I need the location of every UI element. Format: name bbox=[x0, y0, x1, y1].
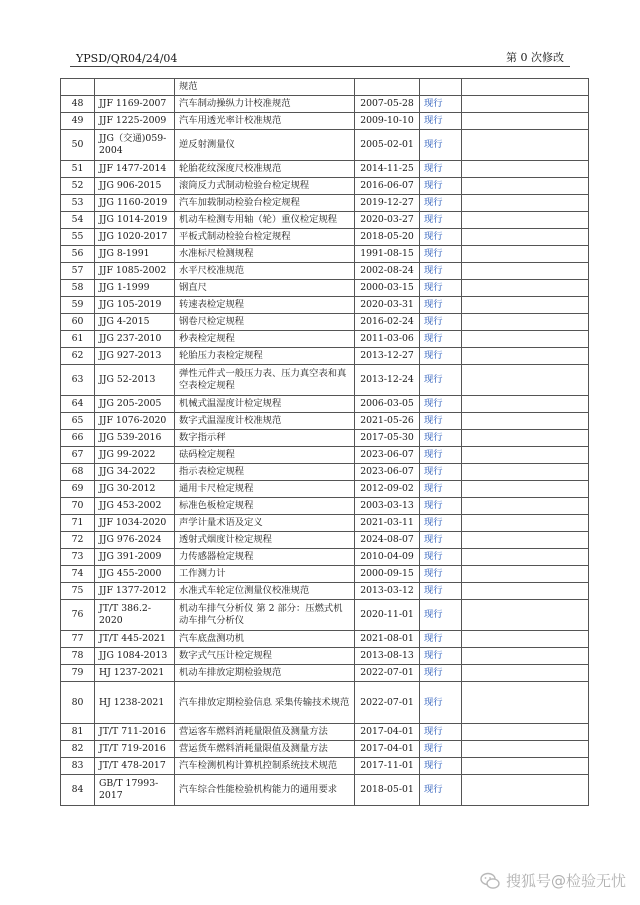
status-cell: 现行 bbox=[420, 348, 462, 365]
notes-cell bbox=[462, 724, 589, 741]
effective-date: 2009-10-10 bbox=[355, 113, 420, 130]
standard-name: 水准式车轮定位测量仪校准规范 bbox=[175, 583, 355, 600]
effective-date: 2016-02-24 bbox=[355, 314, 420, 331]
effective-date: 2010-04-09 bbox=[355, 549, 420, 566]
effective-date: 2022-07-01 bbox=[355, 682, 420, 724]
notes-cell bbox=[462, 549, 589, 566]
notes-cell bbox=[462, 113, 589, 130]
table-row bbox=[61, 583, 589, 600]
row-number: 81 bbox=[61, 724, 95, 741]
standard-name: 营运客车燃料消耗量限值及测量方法 bbox=[175, 724, 355, 741]
effective-date: 2020-03-27 bbox=[355, 212, 420, 229]
row-number: 76 bbox=[61, 600, 95, 631]
notes-cell bbox=[462, 246, 589, 263]
standard-name: 轮胎压力表检定规程 bbox=[175, 348, 355, 365]
status-cell: 现行 bbox=[420, 96, 462, 113]
row-number: 70 bbox=[61, 498, 95, 515]
row-number: 53 bbox=[61, 195, 95, 212]
notes-cell bbox=[462, 212, 589, 229]
standard-name: 汽车加载制动检验台检定规程 bbox=[175, 195, 355, 212]
notes-cell bbox=[462, 430, 589, 447]
table-row bbox=[61, 263, 589, 280]
standard-code: JJF 1085-2002 bbox=[95, 263, 175, 280]
effective-date: 2020-03-31 bbox=[355, 297, 420, 314]
standard-name: 砝码检定规程 bbox=[175, 447, 355, 464]
effective-date: 2020-11-01 bbox=[355, 600, 420, 631]
row-number: 68 bbox=[61, 464, 95, 481]
table-row bbox=[61, 682, 589, 724]
standard-name: 机械式温湿度计检定规程 bbox=[175, 396, 355, 413]
row-number: 48 bbox=[61, 96, 95, 113]
notes-cell bbox=[462, 600, 589, 631]
notes-cell bbox=[462, 229, 589, 246]
row-number: 56 bbox=[61, 246, 95, 263]
standard-name: 汽车制动操纵力计校准规范 bbox=[175, 96, 355, 113]
row-number: 82 bbox=[61, 741, 95, 758]
standard-code: GB/T 17993-2017 bbox=[95, 775, 175, 806]
standard-code: JJG 52-2013 bbox=[95, 365, 175, 396]
table-row bbox=[61, 447, 589, 464]
notes-cell bbox=[462, 566, 589, 583]
status-cell: 现行 bbox=[420, 631, 462, 648]
row-number: 69 bbox=[61, 481, 95, 498]
status-cell: 现行 bbox=[420, 583, 462, 600]
standard-code: JJF 1225-2009 bbox=[95, 113, 175, 130]
standard-code: JT/T 711-2016 bbox=[95, 724, 175, 741]
row-number: 51 bbox=[61, 161, 95, 178]
row-number: 58 bbox=[61, 280, 95, 297]
standard-code: JJG 4-2015 bbox=[95, 314, 175, 331]
effective-date: 2017-05-30 bbox=[355, 430, 420, 447]
effective-date: 2006-03-05 bbox=[355, 396, 420, 413]
notes-cell bbox=[462, 775, 589, 806]
notes-cell bbox=[462, 365, 589, 396]
page-header bbox=[76, 43, 564, 65]
standard-code: JJG（交通)059-2004 bbox=[95, 130, 175, 161]
wechat-icon bbox=[480, 871, 500, 891]
row-number: 72 bbox=[61, 532, 95, 549]
standard-name: 弹性元件式一般压力表、压力真空表和真空表检定规程 bbox=[175, 365, 355, 396]
row-number: 77 bbox=[61, 631, 95, 648]
row-number: 78 bbox=[61, 648, 95, 665]
status-cell: 现行 bbox=[420, 498, 462, 515]
notes-cell bbox=[462, 280, 589, 297]
row-number: 61 bbox=[61, 331, 95, 348]
status-cell: 现行 bbox=[420, 161, 462, 178]
row-number: 50 bbox=[61, 130, 95, 161]
standard-name: 秒表检定规程 bbox=[175, 331, 355, 348]
doc-code: YPSD/QR04/24/04 bbox=[76, 52, 178, 65]
standard-name: 通用卡尺检定规程 bbox=[175, 481, 355, 498]
row-number: 74 bbox=[61, 566, 95, 583]
status-cell: 现行 bbox=[420, 775, 462, 806]
table-row bbox=[61, 464, 589, 481]
notes-cell bbox=[462, 314, 589, 331]
table-row bbox=[61, 161, 589, 178]
notes-cell bbox=[462, 532, 589, 549]
table-row bbox=[61, 498, 589, 515]
standard-name: 力传感器检定规程 bbox=[175, 549, 355, 566]
standard-code: JJG 8-1991 bbox=[95, 246, 175, 263]
standard-code: JJG 237-2010 bbox=[95, 331, 175, 348]
notes-cell bbox=[462, 331, 589, 348]
standard-name: 水平尺校准规范 bbox=[175, 263, 355, 280]
standard-name: 数字指示秤 bbox=[175, 430, 355, 447]
status-cell: 现行 bbox=[420, 741, 462, 758]
status-cell bbox=[420, 79, 462, 96]
row-number: 60 bbox=[61, 314, 95, 331]
table-row bbox=[61, 549, 589, 566]
standard-code: JJG 1020-2017 bbox=[95, 229, 175, 246]
status-cell: 现行 bbox=[420, 724, 462, 741]
row-number: 71 bbox=[61, 515, 95, 532]
table-row bbox=[61, 741, 589, 758]
status-cell: 现行 bbox=[420, 365, 462, 396]
status-cell: 现行 bbox=[420, 532, 462, 549]
status-cell: 现行 bbox=[420, 280, 462, 297]
standard-code bbox=[95, 79, 175, 96]
standard-code: JJF 1477-2014 bbox=[95, 161, 175, 178]
effective-date: 2023-06-07 bbox=[355, 464, 420, 481]
status-cell: 现行 bbox=[420, 178, 462, 195]
table-row bbox=[61, 246, 589, 263]
notes-cell bbox=[462, 413, 589, 430]
revision-label: 第 0 次修改 bbox=[506, 51, 564, 64]
notes-cell bbox=[462, 297, 589, 314]
row-number: 54 bbox=[61, 212, 95, 229]
table-row bbox=[61, 631, 589, 648]
notes-cell bbox=[462, 515, 589, 532]
watermark bbox=[480, 870, 626, 891]
standard-name: 钢卷尺检定规程 bbox=[175, 314, 355, 331]
status-cell: 现行 bbox=[420, 195, 462, 212]
standards-table bbox=[60, 78, 589, 806]
status-cell: 现行 bbox=[420, 314, 462, 331]
notes-cell bbox=[462, 583, 589, 600]
notes-cell bbox=[462, 498, 589, 515]
table-row bbox=[61, 413, 589, 430]
standard-name: 轮胎花纹深度尺校准规范 bbox=[175, 161, 355, 178]
row-number: 84 bbox=[61, 775, 95, 806]
row-number bbox=[61, 79, 95, 96]
standard-code: HJ 1238-2021 bbox=[95, 682, 175, 724]
effective-date: 2003-03-13 bbox=[355, 498, 420, 515]
table-row bbox=[61, 481, 589, 498]
table-row bbox=[61, 79, 589, 96]
notes-cell bbox=[462, 758, 589, 775]
effective-date: 2017-04-01 bbox=[355, 724, 420, 741]
effective-date: 2024-08-07 bbox=[355, 532, 420, 549]
standard-code: JJG 30-2012 bbox=[95, 481, 175, 498]
notes-cell bbox=[462, 161, 589, 178]
status-cell: 现行 bbox=[420, 113, 462, 130]
status-cell: 现行 bbox=[420, 481, 462, 498]
status-cell: 现行 bbox=[420, 600, 462, 631]
status-cell: 现行 bbox=[420, 229, 462, 246]
table-row bbox=[61, 229, 589, 246]
table-row bbox=[61, 724, 589, 741]
table-row bbox=[61, 212, 589, 229]
status-cell: 现行 bbox=[420, 665, 462, 682]
notes-cell bbox=[462, 195, 589, 212]
standard-name: 转速表检定规程 bbox=[175, 297, 355, 314]
standard-code: JJG 99-2022 bbox=[95, 447, 175, 464]
standard-code: JJG 391-2009 bbox=[95, 549, 175, 566]
effective-date: 2022-07-01 bbox=[355, 665, 420, 682]
effective-date: 2011-03-06 bbox=[355, 331, 420, 348]
standard-name: 逆反射测量仪 bbox=[175, 130, 355, 161]
status-cell: 现行 bbox=[420, 758, 462, 775]
standard-name: 规范 bbox=[175, 79, 355, 96]
notes-cell bbox=[462, 96, 589, 113]
notes-cell bbox=[462, 665, 589, 682]
row-number: 65 bbox=[61, 413, 95, 430]
table-row bbox=[61, 331, 589, 348]
notes-cell bbox=[462, 263, 589, 280]
row-number: 52 bbox=[61, 178, 95, 195]
notes-cell bbox=[462, 464, 589, 481]
notes-cell bbox=[462, 396, 589, 413]
status-cell: 现行 bbox=[420, 447, 462, 464]
standard-code: JJG 906-2015 bbox=[95, 178, 175, 195]
table-row bbox=[61, 178, 589, 195]
standard-code: JT/T 478-2017 bbox=[95, 758, 175, 775]
standard-code: JJG 1014-2019 bbox=[95, 212, 175, 229]
table-row bbox=[61, 775, 589, 806]
standard-code: JJG 927-2013 bbox=[95, 348, 175, 365]
effective-date: 2013-12-27 bbox=[355, 348, 420, 365]
table-row bbox=[61, 297, 589, 314]
table-row bbox=[61, 280, 589, 297]
standard-name: 指示表检定规程 bbox=[175, 464, 355, 481]
table-row bbox=[61, 348, 589, 365]
standard-code: JJG 1160-2019 bbox=[95, 195, 175, 212]
standard-code: JJF 1076-2020 bbox=[95, 413, 175, 430]
effective-date: 2021-05-26 bbox=[355, 413, 420, 430]
row-number: 66 bbox=[61, 430, 95, 447]
standard-code: JJG 976-2024 bbox=[95, 532, 175, 549]
effective-date: 2000-03-15 bbox=[355, 280, 420, 297]
row-number: 57 bbox=[61, 263, 95, 280]
row-number: 75 bbox=[61, 583, 95, 600]
effective-date: 2014-11-25 bbox=[355, 161, 420, 178]
notes-cell bbox=[462, 648, 589, 665]
row-number: 83 bbox=[61, 758, 95, 775]
notes-cell bbox=[462, 130, 589, 161]
effective-date: 2016-06-07 bbox=[355, 178, 420, 195]
standard-name: 数字式温湿度计校准规范 bbox=[175, 413, 355, 430]
effective-date: 2017-11-01 bbox=[355, 758, 420, 775]
standard-name: 机动车检测专用轴（轮）重仪检定规程 bbox=[175, 212, 355, 229]
status-cell: 现行 bbox=[420, 297, 462, 314]
status-cell: 现行 bbox=[420, 566, 462, 583]
standard-code: JJF 1034-2020 bbox=[95, 515, 175, 532]
row-number: 59 bbox=[61, 297, 95, 314]
standard-code: JJG 453-2002 bbox=[95, 498, 175, 515]
status-cell: 现行 bbox=[420, 515, 462, 532]
row-number: 67 bbox=[61, 447, 95, 464]
status-cell: 现行 bbox=[420, 430, 462, 447]
standard-code: JJG 455-2000 bbox=[95, 566, 175, 583]
standard-name: 声学计量术语及定义 bbox=[175, 515, 355, 532]
effective-date bbox=[355, 79, 420, 96]
status-cell: 现行 bbox=[420, 396, 462, 413]
table-row bbox=[61, 665, 589, 682]
status-cell: 现行 bbox=[420, 130, 462, 161]
standard-code: JT/T 719-2016 bbox=[95, 741, 175, 758]
table-row bbox=[61, 396, 589, 413]
standard-code: JJG 1084-2013 bbox=[95, 648, 175, 665]
table-row bbox=[61, 96, 589, 113]
standard-code: HJ 1237-2021 bbox=[95, 665, 175, 682]
notes-cell bbox=[462, 481, 589, 498]
effective-date: 2002-08-24 bbox=[355, 263, 420, 280]
status-cell: 现行 bbox=[420, 212, 462, 229]
notes-cell bbox=[462, 631, 589, 648]
row-number: 64 bbox=[61, 396, 95, 413]
table-row bbox=[61, 430, 589, 447]
row-number: 62 bbox=[61, 348, 95, 365]
table-row bbox=[61, 758, 589, 775]
watermark-text: 搜狐号@检验无忧 bbox=[505, 872, 626, 890]
effective-date: 2013-08-13 bbox=[355, 648, 420, 665]
table-row bbox=[61, 515, 589, 532]
table-row bbox=[61, 113, 589, 130]
effective-date: 2013-03-12 bbox=[355, 583, 420, 600]
effective-date: 2021-03-11 bbox=[355, 515, 420, 532]
standard-name: 汽车底盘测功机 bbox=[175, 631, 355, 648]
notes-cell bbox=[462, 741, 589, 758]
status-cell: 现行 bbox=[420, 263, 462, 280]
standard-name: 汽车用透光率计校准规范 bbox=[175, 113, 355, 130]
standard-code: JJG 539-2016 bbox=[95, 430, 175, 447]
notes-cell bbox=[462, 682, 589, 724]
effective-date: 2023-06-07 bbox=[355, 447, 420, 464]
status-cell: 现行 bbox=[420, 413, 462, 430]
standard-name: 平板式制动检验台检定规程 bbox=[175, 229, 355, 246]
row-number: 79 bbox=[61, 665, 95, 682]
status-cell: 现行 bbox=[420, 464, 462, 481]
standard-code: JJF 1377-2012 bbox=[95, 583, 175, 600]
effective-date: 2000-09-15 bbox=[355, 566, 420, 583]
table-body bbox=[61, 79, 589, 806]
standard-name: 滚筒反力式制动检验台检定规程 bbox=[175, 178, 355, 195]
table-row bbox=[61, 532, 589, 549]
effective-date: 1991-08-15 bbox=[355, 246, 420, 263]
notes-cell bbox=[462, 447, 589, 464]
standard-name: 水准标尺检测规程 bbox=[175, 246, 355, 263]
standard-name: 机动车排放定期检验规范 bbox=[175, 665, 355, 682]
effective-date: 2018-05-01 bbox=[355, 775, 420, 806]
notes-cell bbox=[462, 178, 589, 195]
table-row bbox=[61, 314, 589, 331]
standard-name: 钢直尺 bbox=[175, 280, 355, 297]
effective-date: 2007-05-28 bbox=[355, 96, 420, 113]
row-number: 63 bbox=[61, 365, 95, 396]
standard-name: 数字式气压计检定规程 bbox=[175, 648, 355, 665]
table-row bbox=[61, 648, 589, 665]
status-cell: 现行 bbox=[420, 648, 462, 665]
row-number: 49 bbox=[61, 113, 95, 130]
standard-code: JJG 105-2019 bbox=[95, 297, 175, 314]
standard-name: 工作测力计 bbox=[175, 566, 355, 583]
standard-name: 汽车排放定期检验信息 采集传输技术规范 bbox=[175, 682, 355, 724]
table-row bbox=[61, 566, 589, 583]
standard-name: 机动车排气分析仪 第 2 部分：压燃式机动车排气分析仪 bbox=[175, 600, 355, 631]
standard-name: 标准色板检定规程 bbox=[175, 498, 355, 515]
standard-name: 汽车检测机构计算机控制系统技术规范 bbox=[175, 758, 355, 775]
standard-code: JT/T 445-2021 bbox=[95, 631, 175, 648]
table-row bbox=[61, 130, 589, 161]
effective-date: 2012-09-02 bbox=[355, 481, 420, 498]
row-number: 80 bbox=[61, 682, 95, 724]
notes-cell bbox=[462, 79, 589, 96]
standard-name: 透射式烟度计检定规程 bbox=[175, 532, 355, 549]
effective-date: 2013-12-24 bbox=[355, 365, 420, 396]
row-number: 55 bbox=[61, 229, 95, 246]
standard-name: 营运货车燃料消耗量限值及测量方法 bbox=[175, 741, 355, 758]
effective-date: 2021-08-01 bbox=[355, 631, 420, 648]
table-row bbox=[61, 195, 589, 212]
status-cell: 现行 bbox=[420, 549, 462, 566]
standard-code: JJG 1-1999 bbox=[95, 280, 175, 297]
status-cell: 现行 bbox=[420, 246, 462, 263]
standard-code: JT/T 386.2-2020 bbox=[95, 600, 175, 631]
standard-name: 汽车综合性能检验机构能力的通用要求 bbox=[175, 775, 355, 806]
standard-code: JJG 205-2005 bbox=[95, 396, 175, 413]
notes-cell bbox=[462, 348, 589, 365]
table-row bbox=[61, 600, 589, 631]
row-number: 73 bbox=[61, 549, 95, 566]
effective-date: 2005-02-01 bbox=[355, 130, 420, 161]
header-divider bbox=[70, 66, 570, 67]
effective-date: 2019-12-27 bbox=[355, 195, 420, 212]
effective-date: 2018-05-20 bbox=[355, 229, 420, 246]
standard-code: JJG 34-2022 bbox=[95, 464, 175, 481]
effective-date: 2017-04-01 bbox=[355, 741, 420, 758]
status-cell: 现行 bbox=[420, 682, 462, 724]
status-cell: 现行 bbox=[420, 331, 462, 348]
table-row bbox=[61, 365, 589, 396]
standard-code: JJF 1169-2007 bbox=[95, 96, 175, 113]
